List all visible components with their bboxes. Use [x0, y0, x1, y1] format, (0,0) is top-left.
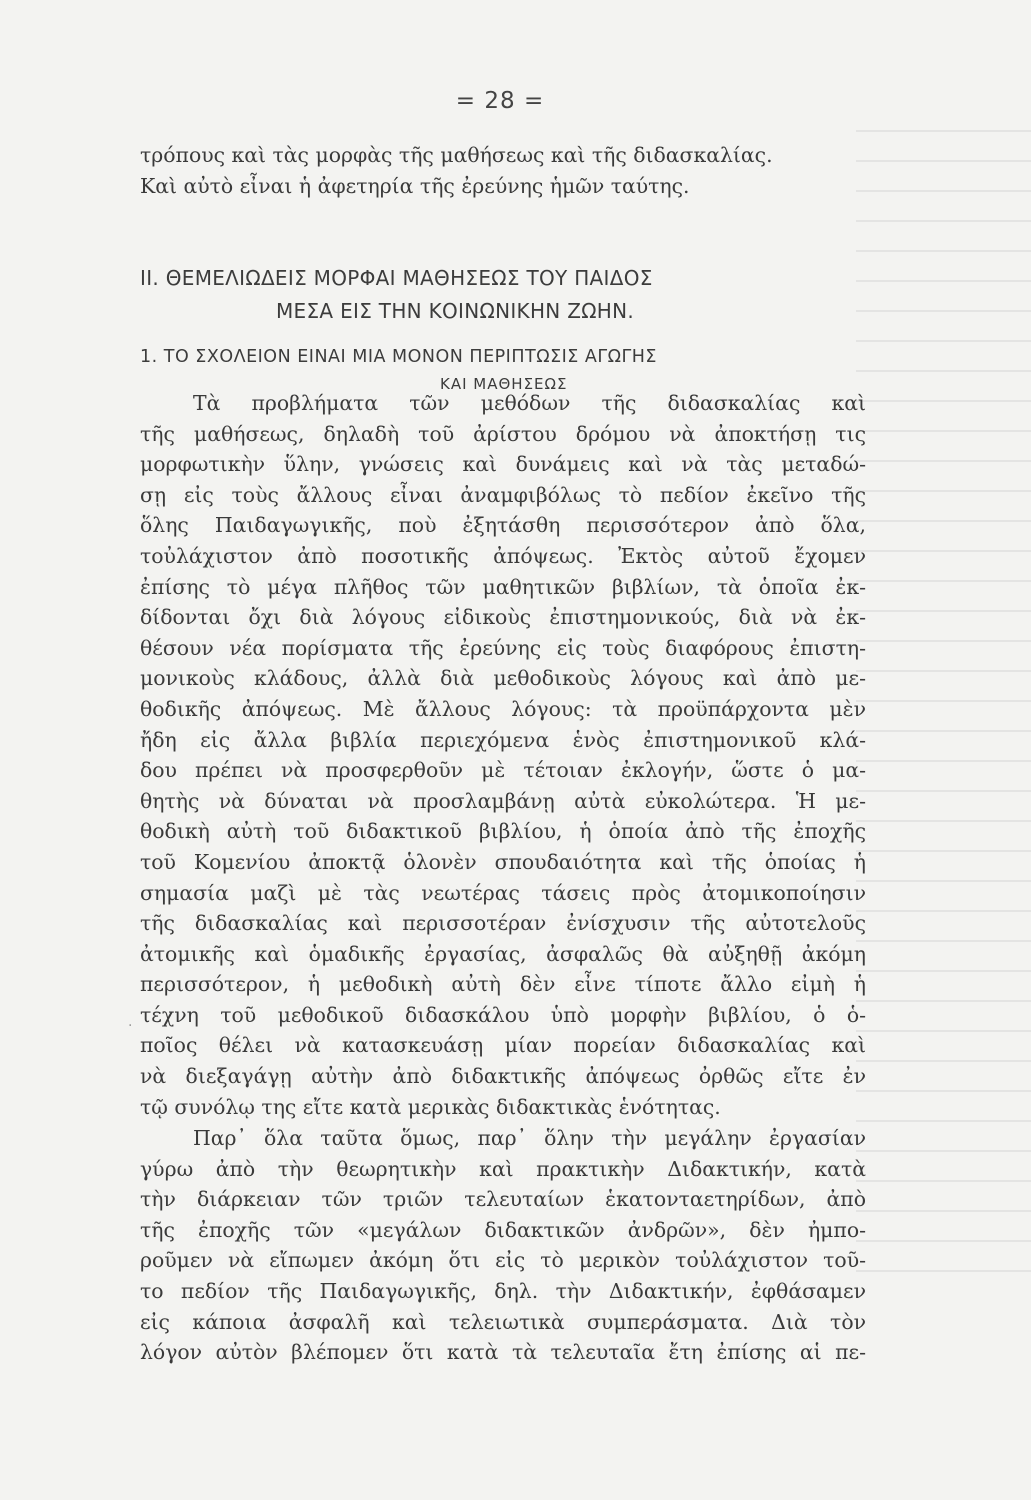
text-line: δου πρέπει νὰ προσφερθοῦν μὲ τέτοιαν ἐκλογήν, ὥστε ὁ μα-	[140, 758, 866, 783]
text-line: ἤδη εἰς ἄλλα βιβλία περιεχόμενα ἑνὸς ἐπιστημονικοῦ κλά-	[140, 727, 866, 752]
text-line: ροῦμεν νὰ εἴπωμεν ἀκόμη ὅτι εἰς τὸ μερικὸν τοὐλάχιστον τοῦ-	[140, 1248, 866, 1273]
text-line: Καὶ αὐτὸ εἶναι ἡ ἀφετηρία τῆς ἐρεύνης ἡμῶν ταύτης.	[140, 173, 690, 198]
paragraph-2	[140, 1123, 866, 1368]
text-line: τῆς ἐποχῆς τῶν «μεγάλων διδακτικῶν ἀνδρῶν», δὲν ἠμπο-	[140, 1217, 866, 1242]
text-line: τοὐλάχιστον ἀπὸ ποσοτικῆς ἀπόψεως. Ἐκτὸς αὐτοῦ ἔχομεν	[140, 543, 866, 568]
margin-dot: ·	[128, 1018, 133, 1034]
text-line: θοδικῆς ἀπόψεως. Μὲ ἄλλους λόγους: τὰ προϋπάρχοντα μὲν	[140, 696, 866, 721]
text-line: Παρ᾽ ὅλα ταῦτα ὅμως, παρ᾽ ὅλην τὴν μεγάλην ἐργασίαν	[193, 1126, 866, 1150]
section-heading-line-1: ΙΙ. ΘΕΜΕΛΙΩΔΕΙΣ ΜΟΡΦΑΙ ΜΑΘΗΣΕΩΣ ΤΟΥ ΠΑΙΔΟΣ	[140, 266, 653, 290]
section-heading-line-2: ΜΕΣΑ ΕΙΣ ΤΗΝ ΚΟΙΝΩΝΙΚΗΝ ΖΩΗΝ.	[276, 299, 635, 323]
text-line: τῷ συνόλῳ της εἴτε κατὰ μερικὰς διδακτικὰς ἑνότητας.	[140, 1094, 721, 1119]
text-line: τὴν διάρκειαν τῶν τριῶν τελευταίων ἑκατονταετηρίδων, ἀπὸ	[140, 1187, 866, 1212]
text-line: δίδονται ὄχι διὰ λόγους εἰδικοὺς ἐπιστημονικούς, διὰ νὰ ἐκ-	[140, 605, 866, 630]
text-line: περισσότερον, ἡ μεθοδικὴ αὐτὴ δὲν εἶνε τίποτε ἄλλο εἰμὴ ἡ	[140, 972, 866, 997]
text-line: ὅλης Παιδαγωγικῆς, ποὺ ἐξητάσθη περισσότερον ἀπὸ ὅλα,	[140, 513, 866, 538]
text-line: το πεδίον τῆς Παιδαγωγικῆς, δηλ. τὴν Διδακτικήν, ἐφθάσαμεν	[140, 1278, 866, 1303]
subsection-heading-line-1: 1. ΤΟ ΣΧΟΛΕΙΟΝ ΕΙΝΑΙ ΜΙΑ ΜΟΝΟΝ ΠΕΡΙΠΤΩΣΙΣ ΑΓΩΓΗΣ	[140, 347, 657, 367]
text-line: γύρω ἀπὸ τὴν θεωρητικὴν καὶ πρακτικὴν Διδακτικήν, κατὰ	[140, 1156, 866, 1181]
text-line: ποῖος θέλει νὰ κατασκευάσῃ μίαν πορείαν διδασκαλίας καὶ	[140, 1033, 866, 1058]
text-line: θητὴς νὰ δύναται νὰ προσλαμβάνῃ αὐτὰ εὐκολώτερα. Ἡ με-	[140, 788, 866, 813]
text-line: μορφωτικὴν ὕλην, γνώσεις καὶ δυνάμεις καὶ νὰ τὰς μεταδώ-	[140, 452, 866, 477]
text-line: τρόπους καὶ τὰς μορφὰς τῆς μαθήσεως καὶ τῆς διδασκαλίας.	[140, 143, 773, 167]
text-line: τέχνη τοῦ μεθοδικοῦ διδασκάλου ὑπὸ μορφὴν βιβλίου, ὁ ὁ-	[140, 1002, 866, 1027]
text-line: σημασία μαζὶ μὲ τὰς νεωτέρας τάσεις πρὸς ἀτομικοποίησιν	[140, 880, 866, 905]
intro-text	[140, 140, 866, 201]
text-line: ἀτομικῆς καὶ ὁμαδικῆς ἐργασίας, ἀσφαλῶς θὰ αὐξηθῇ ἀκόμη	[140, 941, 866, 966]
text-line: μονικοὺς κλάδους, ἀλλὰ διὰ μεθοδικοὺς λόγους καὶ ἀπὸ με-	[140, 666, 866, 691]
text-line: τῆς διδασκαλίας καὶ περισσοτέραν ἐνίσχυσιν τῆς αὐτοτελοῦς	[140, 911, 866, 936]
page-number: = 28 =	[455, 88, 545, 114]
text-line: νὰ διεξαγάγῃ αὐτὴν ἀπὸ διδακτικῆς ἀπόψεως ὀρθῶς εἴτε ἐν	[140, 1064, 866, 1089]
text-line: ἐπίσης τὸ μέγα πλῆθος τῶν μαθητικῶν βιβλίων, τὰ ὁποῖα ἐκ-	[140, 574, 866, 599]
text-line: τοῦ Κομενίου ἀποκτᾷ ὁλονὲν σπουδαιότητα καὶ τῆς ὁποίας ἡ	[140, 849, 866, 874]
show-through-text	[856, 130, 1031, 1300]
text-line: σῃ εἰς τοὺς ἄλλους εἶναι ἀναμφιβόλως τὸ πεδίον ἐκεῖνο τῆς	[140, 482, 866, 507]
subsection-heading-line-2: ΚΑΙ ΜΑΘΗΣΕΩΣ	[440, 375, 568, 393]
text-line: εἰς κάποια ἀσφαλῆ καὶ τελειωτικὰ συμπεράσματα. Διὰ τὸν	[140, 1309, 866, 1334]
text-line: λόγον αὐτὸν βλέπομεν ὅτι κατὰ τὰ τελευταῖα ἔτη ἐπίσης αἱ πε-	[140, 1340, 866, 1365]
text-line: θοδικὴ αὐτὴ τοῦ διδακτικοῦ βιβλίου, ἡ ὁποία ἀπὸ τῆς ἐποχῆς	[140, 819, 866, 844]
paragraph-1	[140, 388, 866, 1122]
text-line: θέσουν νέα πορίσματα τῆς ἐρεύνης εἰς τοὺς διαφόρους ἐπιστη-	[140, 635, 866, 660]
text-line: τῆς μαθήσεως, δηλαδὴ τοῦ ἀρίστου δρόμου νὰ ἀποκτήσῃ τις	[140, 421, 866, 446]
text-line: Τὰ προβλήματα τῶν μεθόδων τῆς διδασκαλίας καὶ	[193, 391, 866, 415]
